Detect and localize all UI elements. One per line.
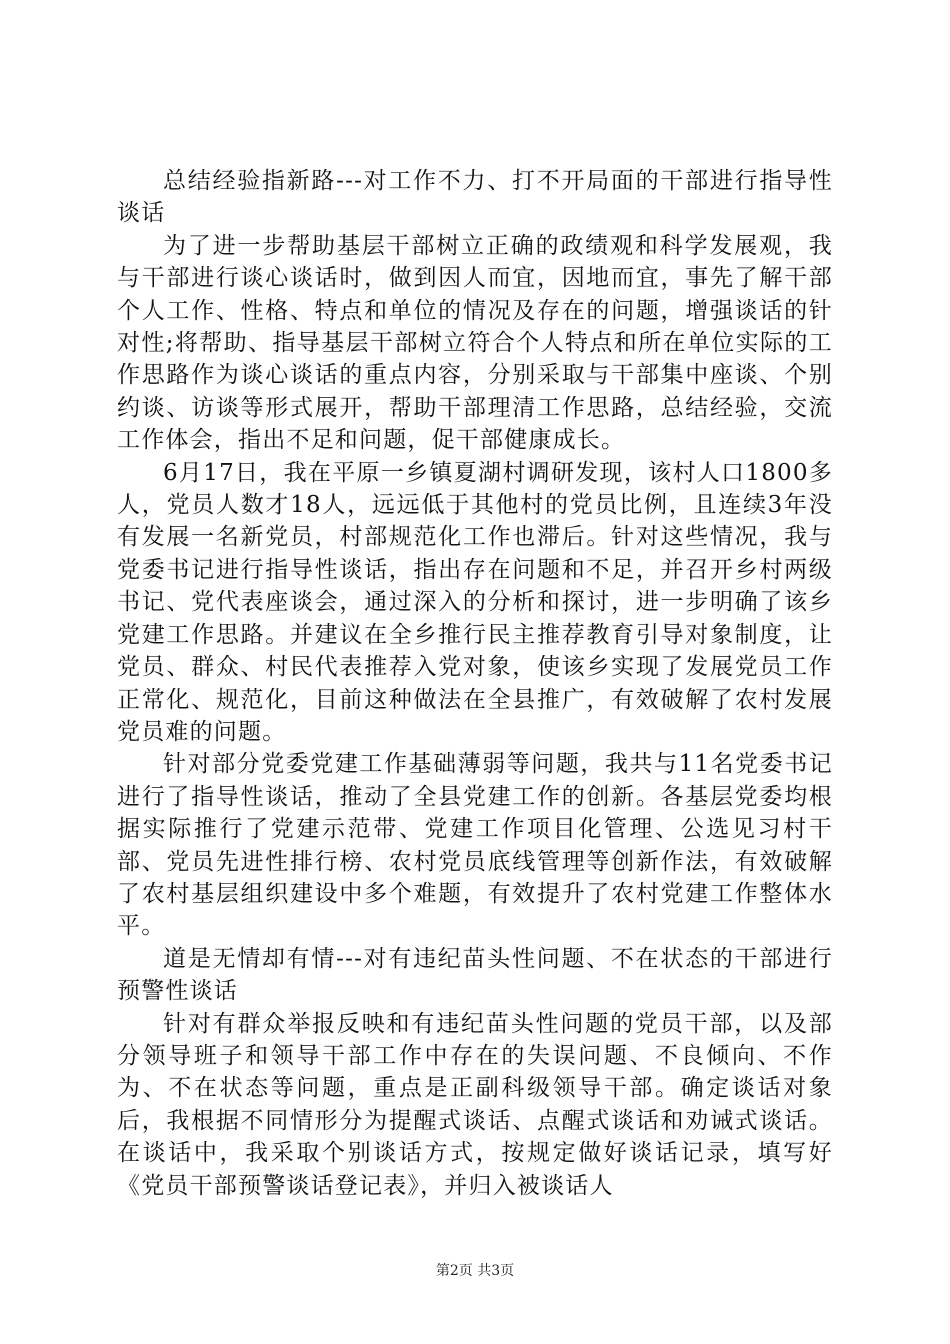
section-heading-guidance-talk: 总结经验指新路---对工作不力、打不开局面的干部进行指导性谈话 bbox=[117, 168, 833, 227]
document-body bbox=[117, 165, 833, 1202]
body-paragraph: 6月17日，我在平原一乡镇夏湖村调研发现，该村人口1800多人，党员人数才18人，远远低于其他村的党员比例，且连续3年没有发展一名新党员，村部规范化工作也滞后。针对这些情况，我与党委书记进行指导性谈话，指出存在问题和不足，并召开乡村两级书记、党代表座谈会，通过深入的分析和探讨，进一步明确了该乡党建工作思路。并建议在全乡推行民主推荐教育引导对象制度，让党员、群众、村民代表推荐入党对象，使该乡实现了发展党员工作正常化、规范化，目前这种做法在全县推广，有效破解了农村发展党员难的问题。 bbox=[117, 459, 833, 745]
page-number-footer: 第2页 共3页 bbox=[435, 1263, 515, 1279]
body-paragraph: 为了进一步帮助基层干部树立正确的政绩观和科学发展观，我与干部进行谈心谈话时，做到因人而宜，因地而宜，事先了解干部个人工作、性格、特点和单位的情况及存在的问题，增强谈话的针对性;将帮助、指导基层干部树立符合个人特点和所在单位实际的工作思路作为谈心谈话的重点内容，分别采取与干部集中座谈、个别约谈、访谈等形式展开，帮助干部理清工作思路，总结经验，交流工作体会，指出不足和问题，促干部健康成长。 bbox=[117, 232, 833, 454]
section-heading-warning-talk: 道是无情却有情---对有违纪苗头性问题、不在状态的干部进行预警性谈话 bbox=[117, 945, 833, 1005]
body-paragraph: 针对有群众举报反映和有违纪苗头性问题的党员干部，以及部分领导班子和领导干部工作中存在的失误问题、不良倾向、不作为、不在状态等问题，重点是正副科级领导干部。确定谈话对象后，我根据不同情形分为提醒式谈话、点醒式谈话和劝诫式谈话。在谈话中，我采取个别谈话方式，按规定做好谈话记录，填写好《党员干部预警谈话登记表》，并归入被谈话人 bbox=[117, 1010, 833, 1199]
body-paragraph: 针对部分党委党建工作基础薄弱等问题，我共与11名党委书记进行了指导性谈话，推动了全县党建工作的创新。各基层党委均根据实际推行了党建示范带、党建工作项目化管理、公选见习村干部、党员先进性排行榜、农村党员底线管理等创新作法，有效破解了农村基层组织建设中多个难题，有效提升了农村党建工作整体水平。 bbox=[117, 751, 833, 940]
